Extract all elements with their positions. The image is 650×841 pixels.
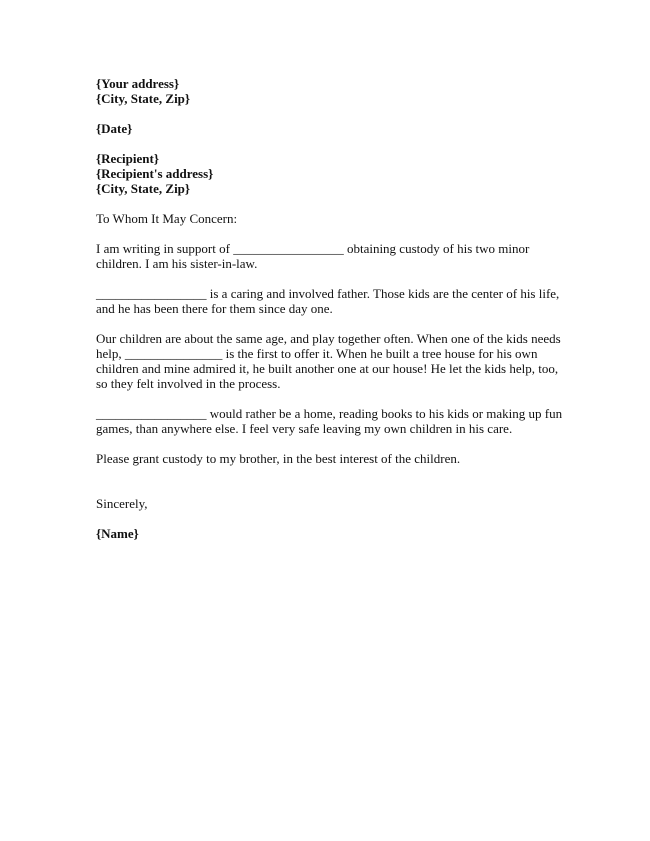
salutation-text: To Whom It May Concern: xyxy=(96,211,238,226)
signature xyxy=(96,526,556,541)
salutation xyxy=(96,211,556,226)
paragraph-line: _________________ is a caring and involved father. Those kids are the center of his life, xyxy=(96,286,560,301)
paragraph-line: Please grant custody to my brother, in the best interest of the children. xyxy=(96,451,461,466)
closing xyxy=(96,496,556,511)
paragraph-line: so they felt involved in the process. xyxy=(96,376,281,391)
paragraph-line: games, than anywhere else. I feel very safe leaving my own children in his care. xyxy=(96,421,513,436)
paragraph-line: I am writing in support of _________________ obtaining custody of his two minor xyxy=(96,241,530,256)
paragraph-line: children and mine admired it, he built another one at our house! He let the kids help, too, xyxy=(96,361,559,376)
signature-name: {Name} xyxy=(96,526,139,541)
paragraph-line: help, _______________ is the first to offer it. When he built a tree house for his own xyxy=(96,346,538,361)
paragraph-line: children. I am his sister-in-law. xyxy=(96,256,258,271)
paragraph-children xyxy=(96,331,561,391)
recipient-block xyxy=(96,151,556,196)
sender-address: {Your address} xyxy=(96,76,180,91)
paragraph-father xyxy=(96,286,560,316)
paragraph-request xyxy=(96,451,556,466)
paragraph-home xyxy=(96,406,563,436)
sender-block xyxy=(96,76,556,106)
recipient-address: {Recipient's address} xyxy=(96,166,214,181)
paragraph-support xyxy=(96,241,556,271)
date-block xyxy=(96,121,556,136)
recipient-city-state-zip: {City, State, Zip} xyxy=(96,181,191,196)
paragraph-line: and he has been there for them since day one. xyxy=(96,301,333,316)
letter-page xyxy=(96,76,563,541)
closing-text: Sincerely, xyxy=(96,496,148,511)
recipient-name: {Recipient} xyxy=(96,151,159,166)
letter-date: {Date} xyxy=(96,121,133,136)
sender-city-state-zip: {City, State, Zip} xyxy=(96,91,191,106)
paragraph-line: _________________ would rather be a home, reading books to his kids or making up fun xyxy=(96,406,563,421)
paragraph-line: Our children are about the same age, and play together often. When one of the kids needs xyxy=(96,331,561,346)
